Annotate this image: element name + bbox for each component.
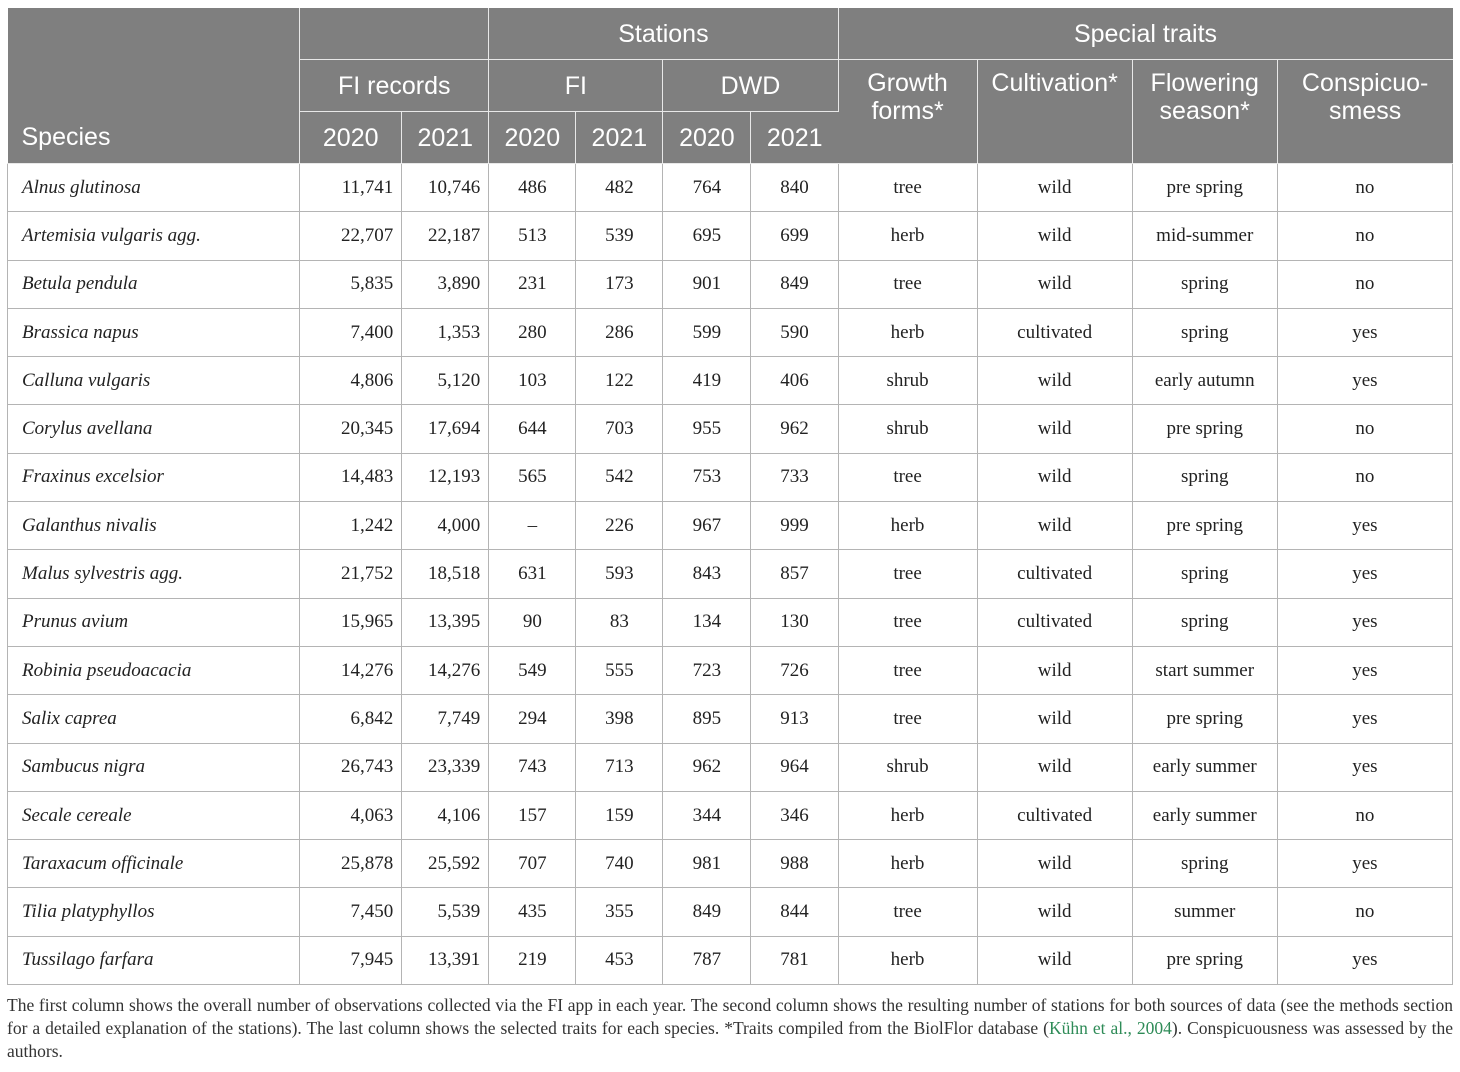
header-conspicuousness: Conspicuo-smess [1277,60,1452,164]
cell-cultivation: wild [977,646,1132,694]
footnote-text: The first column shows the overall number of observations collected via the FI app in each year. The second column shows the resulting number of stations for both sources of data (see the methods section for a detailed explanation of the stations). The last column shows the selected traits for each species. *Traits compiled from the BiolFlor database ( [7,995,1453,1038]
table-row [8,646,1453,694]
cell-conspicuousness: yes [1277,550,1452,598]
header-species: Species [8,8,300,164]
table-row [8,405,1453,453]
citation-link[interactable]: Kühn et al., 2004 [1049,1018,1172,1038]
table-footnote [7,994,1453,1063]
cell-growth-form: shrub [838,405,977,453]
cell-flowering-season: spring [1132,453,1277,501]
cell-species-name: Artemisia vulgaris agg. [8,212,300,260]
cell-dwd-stations-2021: 988 [751,840,838,888]
cell-dwd-stations-2020: 134 [663,598,751,646]
cell-conspicuousness: yes [1277,840,1452,888]
cell-dwd-stations-2020: 419 [663,357,751,405]
cell-species-name: Tussilago farfara [8,936,300,984]
cell-fi-records-2021: 5,120 [402,357,489,405]
cell-conspicuousness: yes [1277,743,1452,791]
cell-fi-records-2021: 17,694 [402,405,489,453]
cell-dwd-stations-2021: 840 [751,164,838,212]
cell-fi-records-2020: 5,835 [300,260,402,308]
table-row [8,453,1453,501]
header-stations: Stations [489,8,838,60]
cell-dwd-stations-2021: 130 [751,598,838,646]
cell-conspicuousness: no [1277,888,1452,936]
cell-fi-stations-2021: 453 [576,936,663,984]
header-fi: FI [489,60,663,112]
table-container [7,8,1453,985]
cell-cultivation: wild [977,936,1132,984]
cell-cultivation: wild [977,840,1132,888]
cell-conspicuousness: yes [1277,308,1452,356]
table-row [8,598,1453,646]
header-special-traits: Special traits [838,8,1452,60]
table-row [8,550,1453,598]
cell-dwd-stations-2021: 733 [751,453,838,501]
cell-growth-form: tree [838,164,977,212]
cell-dwd-stations-2020: 843 [663,550,751,598]
header-year: 2020 [300,112,402,164]
cell-fi-records-2020: 1,242 [300,502,402,550]
cell-fi-records-2020: 7,400 [300,308,402,356]
cell-flowering-season: pre spring [1132,936,1277,984]
cell-fi-stations-2020: 631 [489,550,576,598]
cell-fi-records-2021: 5,539 [402,888,489,936]
table-row [8,743,1453,791]
cell-fi-stations-2020: – [489,502,576,550]
cell-fi-stations-2020: 157 [489,791,576,839]
cell-dwd-stations-2020: 901 [663,260,751,308]
cell-fi-records-2021: 4,000 [402,502,489,550]
cell-fi-stations-2021: 122 [576,357,663,405]
header-year: 2021 [402,112,489,164]
cell-dwd-stations-2020: 723 [663,646,751,694]
cell-fi-stations-2020: 513 [489,212,576,260]
header-empty [300,8,489,60]
cell-fi-records-2021: 3,890 [402,260,489,308]
cell-fi-stations-2020: 435 [489,888,576,936]
cell-cultivation: cultivated [977,308,1132,356]
cell-dwd-stations-2020: 849 [663,888,751,936]
cell-cultivation: cultivated [977,598,1132,646]
cell-flowering-season: pre spring [1132,164,1277,212]
cell-fi-records-2020: 15,965 [300,598,402,646]
cell-flowering-season: early autumn [1132,357,1277,405]
cell-conspicuousness: yes [1277,936,1452,984]
cell-flowering-season: mid-summer [1132,212,1277,260]
cell-conspicuousness: no [1277,164,1452,212]
species-data-table [7,8,1453,985]
cell-growth-form: tree [838,260,977,308]
cell-fi-stations-2021: 159 [576,791,663,839]
table-row [8,936,1453,984]
header-year: 2021 [751,112,838,164]
footnote-text-end: ). Conspicuousness was assessed by the authors. [7,1018,1453,1061]
cell-species-name: Malus sylvestris agg. [8,550,300,598]
cell-growth-form: herb [838,791,977,839]
cell-species-name: Sambucus nigra [8,743,300,791]
cell-dwd-stations-2021: 406 [751,357,838,405]
header-cultivation: Cultivation* [977,60,1132,164]
cell-fi-stations-2021: 740 [576,840,663,888]
cell-cultivation: wild [977,164,1132,212]
cell-growth-form: tree [838,550,977,598]
cell-species-name: Tilia platyphyllos [8,888,300,936]
cell-fi-stations-2020: 103 [489,357,576,405]
cell-fi-records-2020: 14,483 [300,453,402,501]
cell-cultivation: wild [977,502,1132,550]
cell-fi-stations-2021: 355 [576,888,663,936]
cell-flowering-season: pre spring [1132,405,1277,453]
cell-dwd-stations-2020: 955 [663,405,751,453]
cell-growth-form: shrub [838,357,977,405]
cell-growth-form: tree [838,695,977,743]
cell-flowering-season: summer [1132,888,1277,936]
cell-dwd-stations-2020: 787 [663,936,751,984]
cell-fi-stations-2021: 593 [576,550,663,598]
cell-cultivation: wild [977,260,1132,308]
cell-fi-records-2021: 13,391 [402,936,489,984]
header-dwd: DWD [663,60,838,112]
cell-species-name: Alnus glutinosa [8,164,300,212]
header-year: 2021 [576,112,663,164]
cell-dwd-stations-2021: 849 [751,260,838,308]
cell-growth-form: tree [838,646,977,694]
cell-species-name: Calluna vulgaris [8,357,300,405]
cell-dwd-stations-2021: 857 [751,550,838,598]
cell-fi-records-2021: 7,749 [402,695,489,743]
cell-fi-stations-2021: 713 [576,743,663,791]
cell-species-name: Betula pendula [8,260,300,308]
cell-fi-stations-2021: 173 [576,260,663,308]
cell-flowering-season: spring [1132,840,1277,888]
header-flowering-season: Flowering season* [1132,60,1277,164]
cell-dwd-stations-2021: 726 [751,646,838,694]
cell-dwd-stations-2021: 699 [751,212,838,260]
cell-fi-records-2020: 6,842 [300,695,402,743]
table-row [8,888,1453,936]
cell-fi-records-2020: 7,945 [300,936,402,984]
cell-dwd-stations-2021: 844 [751,888,838,936]
cell-fi-stations-2020: 644 [489,405,576,453]
cell-fi-records-2020: 21,752 [300,550,402,598]
cell-dwd-stations-2020: 895 [663,695,751,743]
table-row [8,840,1453,888]
cell-conspicuousness: no [1277,453,1452,501]
header-year: 2020 [489,112,576,164]
header-growth-forms: Growth forms* [838,60,977,164]
cell-flowering-season: pre spring [1132,695,1277,743]
cell-conspicuousness: yes [1277,502,1452,550]
cell-growth-form: tree [838,453,977,501]
table-row [8,791,1453,839]
cell-growth-form: herb [838,502,977,550]
cell-growth-form: shrub [838,743,977,791]
cell-dwd-stations-2020: 753 [663,453,751,501]
cell-species-name: Prunus avium [8,598,300,646]
table-body [8,164,1453,985]
cell-cultivation: wild [977,888,1132,936]
cell-fi-stations-2021: 555 [576,646,663,694]
cell-dwd-stations-2020: 599 [663,308,751,356]
cell-cultivation: cultivated [977,550,1132,598]
cell-species-name: Galanthus nivalis [8,502,300,550]
cell-fi-stations-2020: 707 [489,840,576,888]
cell-fi-stations-2021: 542 [576,453,663,501]
table-row [8,308,1453,356]
cell-cultivation: wild [977,212,1132,260]
cell-species-name: Salix caprea [8,695,300,743]
cell-growth-form: herb [838,308,977,356]
cell-growth-form: herb [838,840,977,888]
cell-dwd-stations-2021: 962 [751,405,838,453]
cell-fi-records-2020: 20,345 [300,405,402,453]
cell-conspicuousness: no [1277,260,1452,308]
cell-fi-stations-2021: 398 [576,695,663,743]
cell-species-name: Brassica napus [8,308,300,356]
cell-dwd-stations-2021: 346 [751,791,838,839]
cell-conspicuousness: no [1277,791,1452,839]
cell-species-name: Secale cereale [8,791,300,839]
cell-fi-records-2021: 12,193 [402,453,489,501]
cell-fi-records-2021: 4,106 [402,791,489,839]
cell-conspicuousness: yes [1277,357,1452,405]
cell-fi-records-2021: 18,518 [402,550,489,598]
cell-fi-records-2021: 25,592 [402,840,489,888]
cell-cultivation: wild [977,743,1132,791]
cell-species-name: Taraxacum officinale [8,840,300,888]
cell-fi-records-2020: 4,063 [300,791,402,839]
cell-fi-stations-2020: 486 [489,164,576,212]
cell-dwd-stations-2021: 964 [751,743,838,791]
table-row [8,260,1453,308]
header-fi-records: FI records [300,60,489,112]
cell-fi-stations-2020: 219 [489,936,576,984]
cell-fi-records-2021: 22,187 [402,212,489,260]
cell-flowering-season: spring [1132,260,1277,308]
cell-species-name: Fraxinus excelsior [8,453,300,501]
cell-conspicuousness: no [1277,405,1452,453]
cell-cultivation: cultivated [977,791,1132,839]
cell-dwd-stations-2021: 781 [751,936,838,984]
cell-dwd-stations-2021: 999 [751,502,838,550]
cell-flowering-season: pre spring [1132,502,1277,550]
table-row [8,695,1453,743]
cell-growth-form: herb [838,936,977,984]
cell-fi-stations-2021: 482 [576,164,663,212]
cell-fi-records-2020: 4,806 [300,357,402,405]
cell-flowering-season: spring [1132,308,1277,356]
cell-fi-stations-2020: 565 [489,453,576,501]
cell-fi-records-2021: 13,395 [402,598,489,646]
cell-fi-records-2020: 14,276 [300,646,402,694]
cell-flowering-season: early summer [1132,743,1277,791]
table-row [8,212,1453,260]
cell-fi-stations-2021: 83 [576,598,663,646]
cell-fi-records-2020: 11,741 [300,164,402,212]
cell-species-name: Robinia pseudoacacia [8,646,300,694]
header-year: 2020 [663,112,751,164]
cell-species-name: Corylus avellana [8,405,300,453]
cell-dwd-stations-2020: 981 [663,840,751,888]
cell-fi-stations-2020: 294 [489,695,576,743]
cell-fi-records-2020: 22,707 [300,212,402,260]
cell-cultivation: wild [977,357,1132,405]
cell-fi-stations-2020: 90 [489,598,576,646]
table-row [8,502,1453,550]
cell-fi-stations-2020: 743 [489,743,576,791]
cell-fi-stations-2021: 286 [576,308,663,356]
cell-cultivation: wild [977,405,1132,453]
cell-fi-stations-2020: 280 [489,308,576,356]
cell-flowering-season: spring [1132,598,1277,646]
cell-flowering-season: early summer [1132,791,1277,839]
cell-dwd-stations-2020: 344 [663,791,751,839]
cell-fi-stations-2021: 226 [576,502,663,550]
cell-growth-form: tree [838,598,977,646]
table-header [8,8,1453,164]
cell-fi-records-2021: 1,353 [402,308,489,356]
cell-fi-stations-2021: 539 [576,212,663,260]
cell-fi-stations-2020: 549 [489,646,576,694]
table-row [8,164,1453,212]
cell-cultivation: wild [977,453,1132,501]
cell-dwd-stations-2020: 764 [663,164,751,212]
cell-flowering-season: spring [1132,550,1277,598]
cell-cultivation: wild [977,695,1132,743]
cell-conspicuousness: yes [1277,598,1452,646]
cell-flowering-season: start summer [1132,646,1277,694]
cell-fi-records-2020: 25,878 [300,840,402,888]
cell-fi-stations-2020: 231 [489,260,576,308]
cell-conspicuousness: yes [1277,646,1452,694]
cell-growth-form: tree [838,888,977,936]
cell-fi-records-2021: 23,339 [402,743,489,791]
cell-conspicuousness: yes [1277,695,1452,743]
cell-conspicuousness: no [1277,212,1452,260]
cell-fi-records-2021: 14,276 [402,646,489,694]
cell-dwd-stations-2020: 962 [663,743,751,791]
cell-fi-stations-2021: 703 [576,405,663,453]
cell-fi-records-2021: 10,746 [402,164,489,212]
cell-fi-records-2020: 7,450 [300,888,402,936]
table-row [8,357,1453,405]
cell-dwd-stations-2021: 590 [751,308,838,356]
cell-dwd-stations-2021: 913 [751,695,838,743]
cell-fi-records-2020: 26,743 [300,743,402,791]
cell-dwd-stations-2020: 967 [663,502,751,550]
cell-growth-form: herb [838,212,977,260]
cell-dwd-stations-2020: 695 [663,212,751,260]
